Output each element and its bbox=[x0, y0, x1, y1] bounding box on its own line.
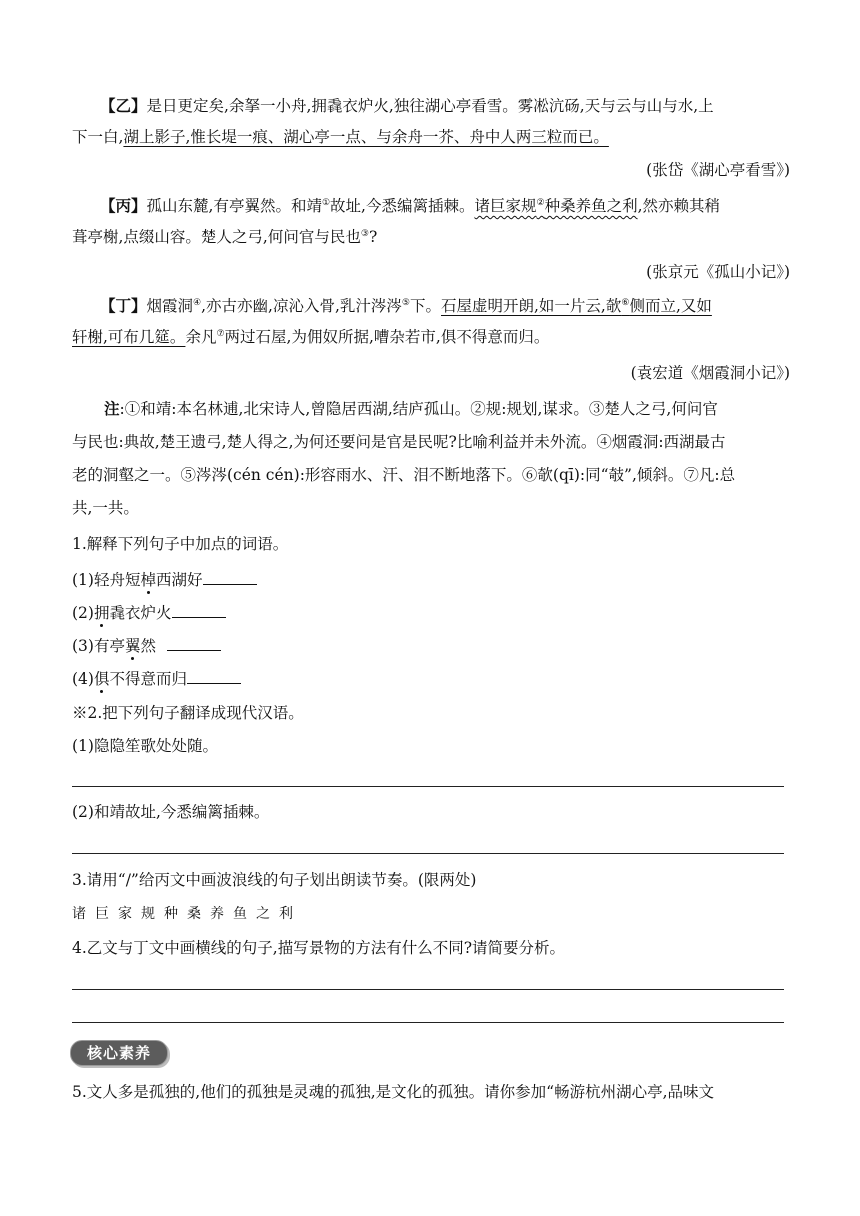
dotted-word: 俱 bbox=[93, 670, 110, 688]
question-2-title: ※2.把下列句子翻译成现代汉语。 bbox=[72, 704, 304, 722]
question-2-sentence-2: (2)和靖故址,今悉编篱插棘。 bbox=[72, 803, 270, 821]
underlined-sentence-ding bbox=[441, 297, 712, 315]
passage-text: 余凡 bbox=[185, 328, 217, 346]
question-1-item-4 bbox=[72, 667, 241, 689]
passage-bing-line-2 bbox=[72, 227, 377, 247]
wavy-text: 诸巨家规 bbox=[474, 197, 537, 215]
question-1-item-1 bbox=[72, 568, 257, 590]
source-yi: (张岱《湖心亭看雪》) bbox=[646, 161, 790, 179]
passage-text: 葺亭榭,点缀山容。楚人之弓,何问官与民也 bbox=[72, 228, 361, 246]
answer-line[interactable] bbox=[72, 1022, 784, 1023]
question-3-sentence[interactable]: 诸巨家规种桑养鱼之利 bbox=[72, 906, 302, 922]
underlined-sentence-yi: 湖上影子,惟长堤一痕、湖心亭一点、与余舟一芥、舟中人两三粒而已。 bbox=[123, 128, 609, 146]
question-1-item-2 bbox=[72, 601, 226, 623]
item-number: (1) bbox=[72, 571, 94, 589]
passage-ding-line-1 bbox=[100, 296, 712, 316]
wavy-text: 种桑养鱼之利 bbox=[544, 197, 638, 215]
dotted-word: 棹 bbox=[140, 571, 156, 589]
answer-blank[interactable] bbox=[167, 634, 221, 651]
passage-text: 是日更定矣,余拏一小舟,拥毳衣炉火,独往湖心亭看雪。雾凇沆砀,天与云与山与水,上 bbox=[146, 97, 714, 115]
underlined-sentence-ding-end: 轩榭,可布几筵。 bbox=[72, 328, 186, 346]
dotted-word: 拥 bbox=[93, 604, 110, 622]
passage-yi-line-1 bbox=[100, 96, 714, 116]
question-5-text: 5.文人多是孤独的,他们的孤独是灵魂的孤独,是文化的孤独。请你参加“畅游杭州湖心亭,品味文 bbox=[72, 1083, 714, 1101]
answer-line[interactable] bbox=[72, 989, 784, 990]
passage-yi-line-2 bbox=[72, 127, 609, 147]
passage-text: 下。 bbox=[409, 297, 441, 315]
passage-text: 烟霞洞 bbox=[146, 297, 194, 315]
passage-text: 两过石屋,为佣奴所据,嘈杂若市,俱不得意而归。 bbox=[224, 328, 550, 346]
note-ref: ⑤ bbox=[401, 298, 410, 308]
wavy-sentence-bing bbox=[474, 197, 637, 215]
item-text: 轻舟短 bbox=[93, 571, 141, 589]
item-text: 不得意而归 bbox=[109, 670, 187, 688]
item-text: 西湖好 bbox=[156, 571, 203, 589]
passage-tag-yi: 【乙】 bbox=[100, 96, 147, 115]
answer-blank[interactable] bbox=[203, 568, 257, 585]
note-ref: ④ bbox=[193, 298, 202, 308]
notes-text: :①和靖:本名林逋,北宋诗人,曾隐居西湖,结庐孤山。②规:规划,谋求。③楚人之弓,何问官 bbox=[119, 400, 718, 418]
passage-bing-line-1 bbox=[100, 196, 720, 216]
passage-text: ? bbox=[368, 228, 378, 246]
item-text: 有亭 bbox=[93, 637, 125, 655]
answer-line[interactable] bbox=[72, 853, 784, 854]
passage-tag-bing: 【丙】 bbox=[100, 196, 147, 215]
answer-blank[interactable] bbox=[187, 667, 241, 684]
section-tag-core-literacy: 核心素养 bbox=[70, 1040, 168, 1066]
note-ref: ③ bbox=[360, 229, 369, 239]
passage-text: ,亦古亦幽,凉沁入骨,乳汁涔涔 bbox=[201, 297, 402, 315]
question-2-sentence-1: (1)隐隐笙歌处处随。 bbox=[72, 737, 218, 755]
passage-text: 下一白, bbox=[72, 128, 124, 146]
item-number: (2) bbox=[72, 604, 94, 622]
notes-label: 注 bbox=[104, 399, 120, 418]
item-number: (4) bbox=[72, 670, 94, 688]
passage-text: 孤山东麓,有亭翼然。和靖 bbox=[146, 197, 322, 215]
note-ref: ① bbox=[321, 198, 331, 208]
notes-line-2: 与民也:典故,楚王遗弓,楚人得之,为何还要问是官是民呢?比喻利益并未外流。④烟霞洞:西湖最古 bbox=[72, 433, 726, 451]
item-number: (3) bbox=[72, 637, 94, 655]
underlined-text: 侧而立,又如 bbox=[629, 297, 712, 315]
dotted-word: 翼 bbox=[124, 637, 141, 655]
source-bing: (张京元《孤山小记》) bbox=[646, 263, 790, 281]
answer-line[interactable] bbox=[72, 786, 784, 787]
source-ding: (袁宏道《烟霞洞小记》) bbox=[630, 364, 790, 382]
note-ref: ② bbox=[536, 198, 545, 208]
question-4-title: 4.乙文与丁文中画横线的句子,描写景物的方法有什么不同?请简要分析。 bbox=[72, 939, 566, 957]
note-ref: ⑦ bbox=[216, 329, 225, 339]
question-3-title: 3.请用“/”给丙文中画波浪线的句子划出朗读节奏。(限两处) bbox=[72, 871, 477, 889]
notes-line-3: 老的洞壑之一。⑤涔涔(cén cén):形容雨水、汗、泪不断地落下。⑥欹(qī):同“攲”,倾斜。⑦凡:总 bbox=[72, 466, 736, 484]
passage-tag-ding: 【丁】 bbox=[100, 296, 147, 315]
question-1-title: 1.解释下列句子中加点的词语。 bbox=[72, 535, 289, 553]
question-1-item-3 bbox=[72, 634, 221, 656]
item-text: 然 bbox=[140, 637, 161, 655]
passage-ding-line-2 bbox=[72, 327, 549, 347]
note-ref: ⑥ bbox=[621, 298, 630, 308]
answer-blank[interactable] bbox=[172, 601, 226, 618]
passage-text: 故址,今悉编篱插棘。 bbox=[330, 197, 475, 215]
notes-line-1 bbox=[104, 399, 718, 419]
passage-text: ,然亦赖其稍 bbox=[637, 197, 721, 215]
notes-line-4: 共,一共。 bbox=[72, 499, 139, 517]
underlined-text: 石屋虚明开朗,如一片云,欹 bbox=[441, 297, 622, 315]
item-text: 毳衣炉火 bbox=[109, 604, 172, 622]
